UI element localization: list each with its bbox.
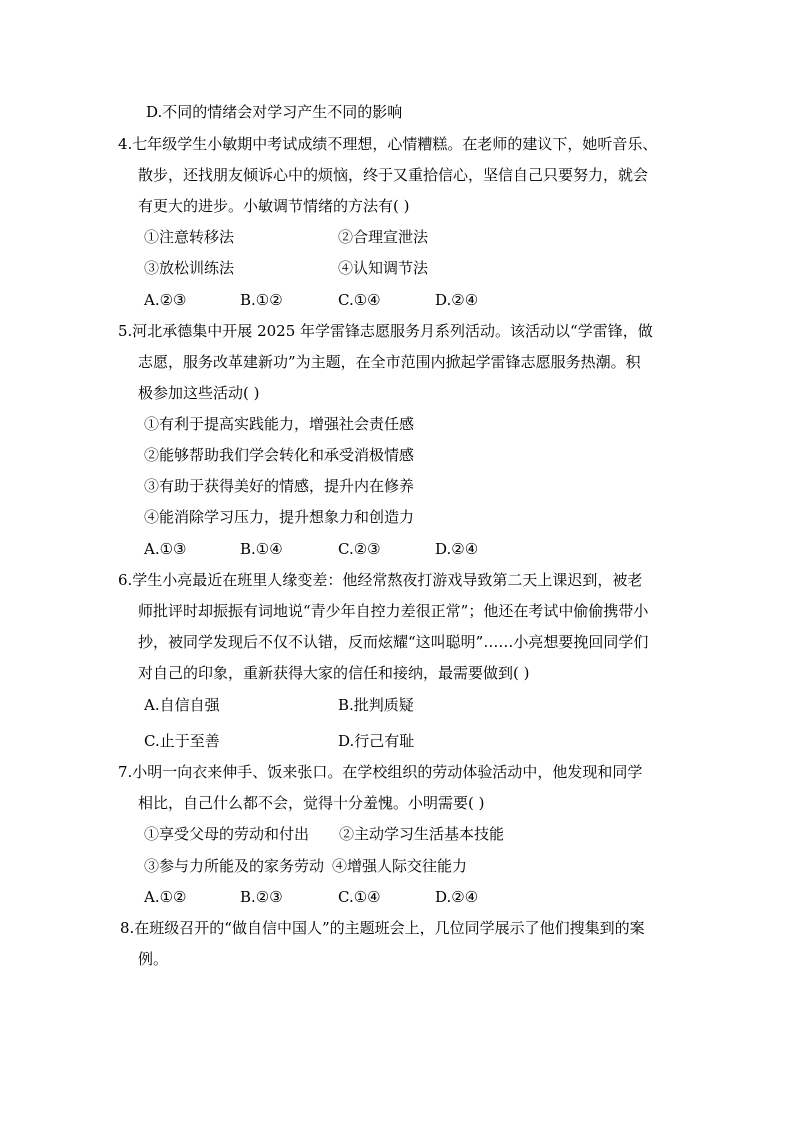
answer-option-c: C.①④ [338, 291, 381, 309]
answer-option-c: C.②③ [338, 540, 381, 558]
question-stem-line: 散步，还找朋友倾诉心中的烦恼，终于又重拾信心，坚信自己只要努力，就会 [138, 166, 649, 184]
statement-item: ①有利于提高实践能力，增强社会责任感 [144, 415, 415, 433]
question-stem-line: 师批评时却振振有词地说“青少年自控力差很正常”；他还在考试中偷偷携带小 [138, 602, 649, 620]
statement-item: ④增强人际交往能力 [332, 857, 468, 875]
statement-item: ④认知调节法 [338, 259, 429, 277]
question-stem-line: 有更大的进步。小敏调节情绪的方法有( ) [138, 197, 410, 215]
statement-item: ③有助于获得美好的情感，提升内在修养 [144, 477, 415, 495]
question-stem-line: 相比，自己什么都不会，觉得十分羞愧。小明需要( ) [138, 794, 485, 812]
answer-option-c: C.①④ [338, 888, 381, 906]
statement-item: ②能够帮助我们学会转化和承受消极情感 [144, 446, 415, 464]
statement-item: ③放松训练法 [144, 259, 235, 277]
question-stem-line: 8.在班级召开的“做自信中国人”的主题班会上，几位同学展示了他们搜集到的案 [120, 919, 645, 937]
statement-item: ③参与力所能及的家务劳动 [144, 857, 325, 875]
answer-option-a: A.②③ [144, 291, 187, 309]
answer-option-b: B.①④ [240, 540, 283, 558]
answer-option-b: B.批判质疑 [338, 696, 414, 714]
statement-item: ②主动学习生活基本技能 [339, 825, 505, 843]
question-stem-line: 4.七年级学生小敏期中考试成绩不理想，心情糟糕。在老师的建议下，她听音乐、 [118, 135, 658, 153]
statement-item: ①注意转移法 [144, 228, 235, 246]
answer-option-b: B.②③ [240, 888, 283, 906]
answer-option-d: D.②④ [435, 888, 479, 906]
question-stem-line: 例。 [138, 950, 169, 968]
question-stem-line: 抄，被同学发现后不仅不认错，反而炫耀“这叫聪明”……小亮想要挽回同学们 [138, 633, 649, 651]
question-stem-line: 7.小明一向衣来伸手、饭来张口。在学校组织的劳动体验活动中，他发现和同学 [118, 763, 643, 781]
answer-option-d: D.②④ [435, 291, 479, 309]
question-stem-line: 6.学生小亮最近在班里人缘变差：他经常熬夜打游戏导致第二天上课迟到，被老 [118, 571, 643, 589]
question-stem-line: 极参加这些活动( ) [138, 384, 260, 402]
q3-option-d: D.不同的情绪会对学习产生不同的影响 [146, 103, 403, 121]
question-stem-line: 志愿，服务改革建新功”为主题，在全市范围内掀起学雷锋志愿服务热潮。积 [138, 353, 641, 371]
statement-item: ④能消除学习压力，提升想象力和创造力 [144, 508, 415, 526]
question-stem-line: 5.河北承德集中开展 2025 年学雷锋志愿服务月系列活动。该活动以“学雷锋，做 [118, 322, 653, 340]
answer-option-a: A.①③ [144, 540, 187, 558]
answer-option-b: B.①② [240, 291, 283, 309]
answer-option-c: C.止于至善 [144, 732, 220, 750]
answer-option-d: D.行己有耻 [338, 732, 415, 750]
answer-option-a: A.自信自强 [144, 696, 220, 714]
answer-option-a: A.①② [144, 888, 187, 906]
statement-item: ①享受父母的劳动和付出 [144, 825, 310, 843]
answer-option-d: D.②④ [435, 540, 479, 558]
statement-item: ②合理宣泄法 [338, 228, 429, 246]
question-stem-line: 对自己的印象，重新获得大家的信任和接纳，最需要做到( ) [138, 664, 530, 682]
